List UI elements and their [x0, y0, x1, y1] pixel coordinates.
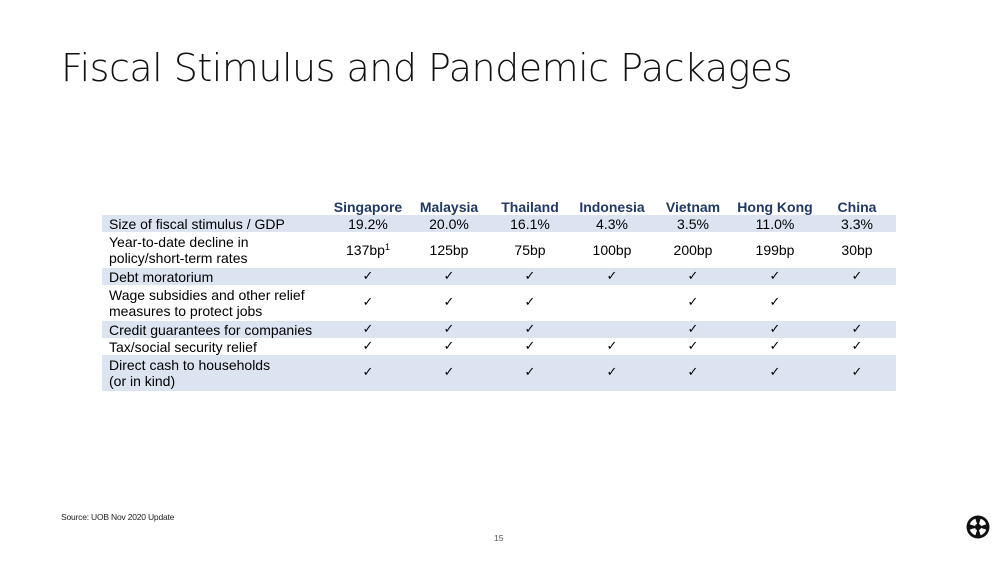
table-cell: 16.1% [490, 215, 570, 232]
check-icon: ✓ [570, 268, 654, 285]
header-corner [102, 197, 328, 215]
check-icon: ✓ [687, 295, 699, 310]
table-cell: 19.2% [328, 215, 408, 232]
table-cell: 200bp [673, 242, 713, 258]
check-icon: ✓ [732, 355, 818, 391]
stimulus-comparison-table [102, 197, 896, 391]
table-cell: 30bp [841, 242, 873, 258]
column-header: Thailand [501, 199, 559, 215]
row-label: Direct cash to households (or in kind) [102, 355, 328, 391]
slide-title: Fiscal Stimulus and Pandemic Packages [61, 46, 793, 90]
column-header: China [837, 199, 877, 215]
check-icon: ✓ [818, 321, 896, 338]
check-icon: ✓ [328, 268, 408, 285]
check-icon: ✓ [732, 321, 818, 338]
check-icon: ✓ [328, 321, 408, 338]
check-icon: ✓ [570, 355, 654, 391]
empty-cell [570, 285, 654, 321]
row-label: Year-to-date decline in policy/short-term rates [109, 234, 249, 266]
table-cell: 20.0% [408, 215, 490, 232]
table-cell: 3.5% [654, 215, 732, 232]
check-icon: ✓ [524, 338, 536, 354]
check-icon: ✓ [408, 268, 490, 285]
check-icon: ✓ [654, 355, 732, 391]
check-icon: ✓ [606, 338, 618, 354]
footnote-marker: 1 [384, 242, 390, 252]
check-icon: ✓ [443, 338, 455, 354]
check-icon: ✓ [328, 355, 408, 391]
table-row [102, 232, 896, 268]
check-icon: ✓ [687, 338, 699, 354]
empty-cell [818, 285, 896, 321]
row-label: Credit guarantees for companies [102, 321, 328, 338]
table-cell: 4.3% [570, 215, 654, 232]
row-label: Debt moratorium [102, 268, 328, 285]
table-row [102, 321, 896, 338]
column-header: Singapore [333, 199, 403, 215]
source-note: Source: UOB Nov 2020 Update [61, 512, 175, 522]
column-header: Vietnam [665, 199, 721, 215]
check-icon: ✓ [654, 321, 732, 338]
table-cell: $137bp^1$ [346, 242, 390, 258]
table-cell: 11.0% [732, 215, 818, 232]
table-cell: 3.3% [818, 215, 896, 232]
table-row [102, 268, 896, 285]
check-icon: ✓ [732, 268, 818, 285]
check-icon: ✓ [443, 295, 455, 310]
table-cell: 100bp [592, 242, 632, 258]
row-label: Size of fiscal stimulus / GDP [102, 215, 328, 232]
table-row [102, 215, 896, 232]
table-cell: 125bp [429, 242, 469, 258]
check-icon: ✓ [769, 338, 781, 354]
column-header: Indonesia [579, 199, 645, 215]
check-icon: ✓ [851, 338, 863, 354]
check-icon: ✓ [362, 338, 374, 354]
column-header: Hong Kong [737, 199, 813, 215]
check-icon: ✓ [769, 295, 781, 310]
check-icon: ✓ [408, 355, 490, 391]
check-icon: ✓ [490, 268, 570, 285]
page-number: 15 [494, 533, 504, 543]
table-row [102, 285, 896, 321]
table-header-row [102, 197, 896, 215]
check-icon: ✓ [654, 268, 732, 285]
check-icon: ✓ [490, 355, 570, 391]
row-label: Tax/social security relief [109, 338, 257, 355]
table-row [102, 355, 896, 391]
check-icon: ✓ [408, 321, 490, 338]
aperture-logo-icon [966, 515, 990, 539]
table-row [102, 338, 896, 355]
empty-cell [570, 321, 654, 338]
check-icon: ✓ [490, 321, 570, 338]
table-cell: 199bp [755, 242, 795, 258]
check-icon: ✓ [362, 295, 374, 310]
column-header: Malaysia [419, 199, 479, 215]
table-cell: 75bp [514, 242, 546, 258]
row-label: Wage subsidies and other relief measures to protect jobs [109, 287, 305, 319]
check-icon: ✓ [818, 355, 896, 391]
check-icon: ✓ [818, 268, 896, 285]
check-icon: ✓ [524, 295, 536, 310]
